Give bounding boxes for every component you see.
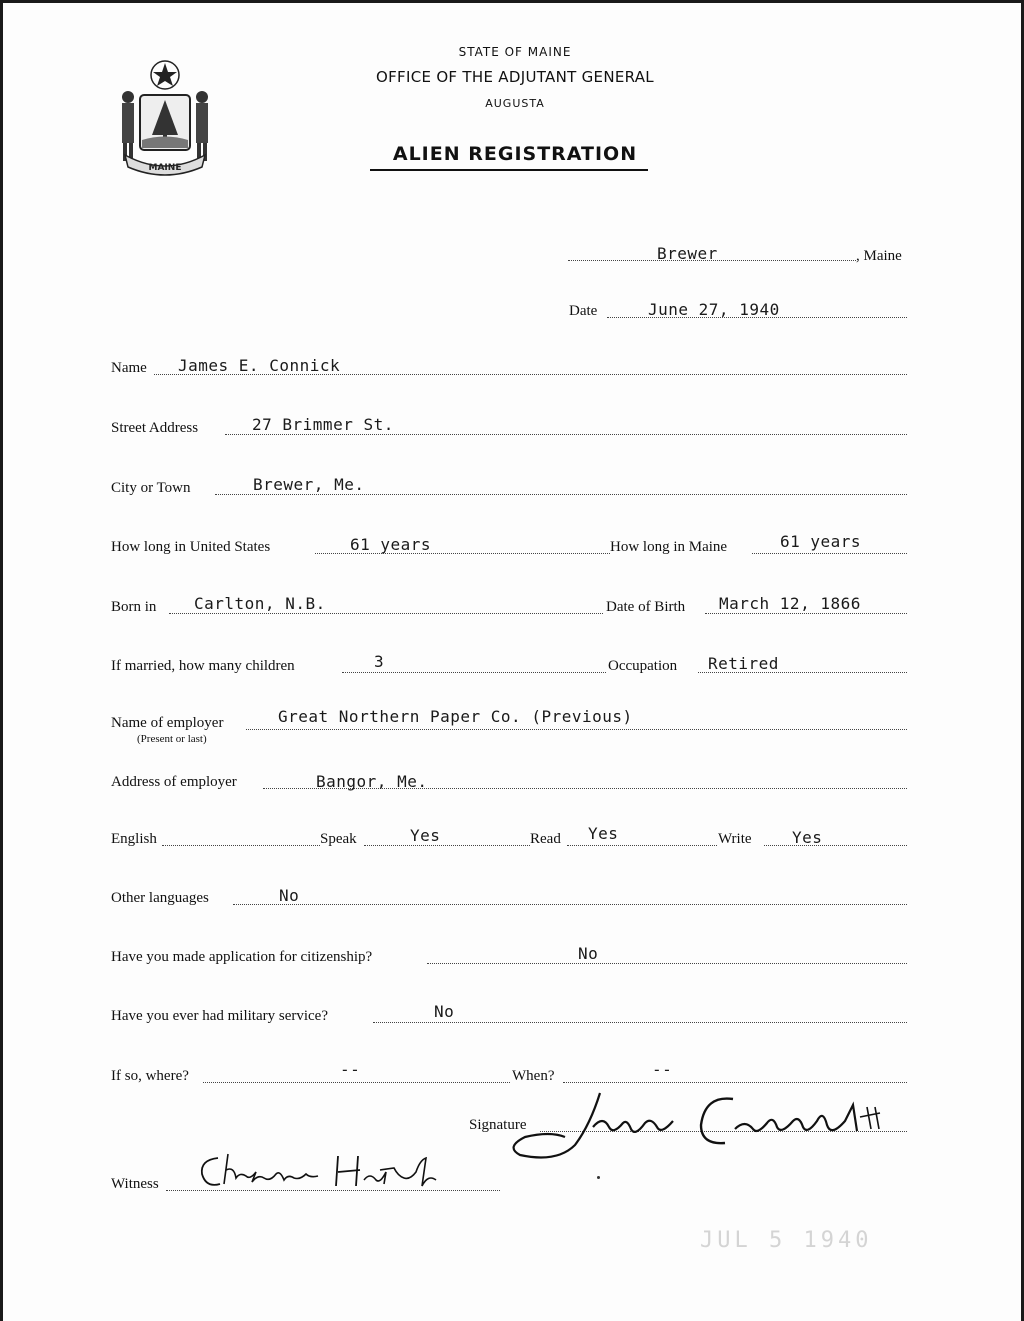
english-line bbox=[162, 845, 320, 846]
other-languages-value: No bbox=[279, 886, 300, 905]
when-line bbox=[563, 1082, 907, 1083]
header-state: STATE OF MAINE bbox=[458, 45, 572, 59]
us-years-label: How long in United States bbox=[111, 539, 271, 555]
read-value: Yes bbox=[588, 824, 619, 843]
children-label: If married, how many children bbox=[111, 658, 295, 674]
write-label: Write bbox=[718, 831, 752, 847]
title-underline bbox=[370, 169, 648, 171]
other-languages-line bbox=[233, 904, 907, 905]
ink-dot bbox=[597, 1176, 600, 1179]
dob-label: Date of Birth bbox=[606, 599, 686, 615]
born-value: Carlton, N.B. bbox=[194, 594, 326, 613]
street-value: 27 Brimmer St. bbox=[252, 415, 394, 434]
employer-address-value: Bangor, Me. bbox=[316, 772, 428, 791]
city-label: City or Town bbox=[111, 480, 191, 496]
street-label: Street Address bbox=[111, 420, 199, 436]
employer-address-label: Address of employer bbox=[111, 774, 237, 790]
place-suffix: , Maine bbox=[856, 248, 902, 264]
witness-label: Witness bbox=[111, 1176, 159, 1192]
employer-line bbox=[246, 729, 907, 730]
speak-value: Yes bbox=[410, 826, 441, 845]
signature-label: Signature bbox=[469, 1117, 527, 1133]
children-line bbox=[342, 672, 606, 673]
received-stamp: JUL 5 1940 bbox=[700, 1228, 873, 1253]
date-value: June 27, 1940 bbox=[648, 300, 780, 319]
military-value: No bbox=[434, 1002, 455, 1021]
occupation-value: Retired bbox=[708, 654, 779, 673]
header-office: OFFICE OF THE ADJUTANT GENERAL bbox=[376, 68, 654, 86]
citizenship-line bbox=[427, 963, 907, 964]
date-label: Date bbox=[569, 303, 598, 319]
witness-handwriting bbox=[190, 1150, 460, 1205]
write-line bbox=[764, 845, 907, 846]
when-value: -- bbox=[652, 1060, 673, 1079]
maine-years-label: How long in Maine bbox=[610, 539, 728, 555]
born-label: Born in bbox=[111, 599, 157, 615]
born-line bbox=[169, 613, 603, 614]
read-label: Read bbox=[530, 831, 561, 847]
employer-sublabel: (Present or last) bbox=[137, 733, 207, 745]
city-value: Brewer, Me. bbox=[253, 475, 365, 494]
seal-text: MAINE bbox=[148, 163, 182, 173]
military-line bbox=[373, 1022, 907, 1023]
occupation-label: Occupation bbox=[608, 658, 678, 674]
speak-label: Speak bbox=[320, 831, 357, 847]
street-line bbox=[225, 434, 907, 435]
dob-line bbox=[705, 613, 907, 614]
where-line bbox=[203, 1082, 510, 1083]
scan-border-top bbox=[0, 0, 1024, 3]
english-label: English bbox=[111, 831, 157, 847]
place-value: Brewer bbox=[657, 244, 718, 263]
dob-value: March 12, 1866 bbox=[719, 594, 861, 613]
name-label: Name bbox=[111, 360, 147, 376]
when-label: When? bbox=[512, 1068, 555, 1084]
other-languages-label: Other languages bbox=[111, 890, 209, 906]
maine-years-line bbox=[752, 553, 907, 554]
citizenship-label: Have you made application for citizenship? bbox=[111, 949, 373, 965]
signature-handwriting bbox=[505, 1085, 905, 1165]
us-years-value: 61 years bbox=[350, 535, 432, 554]
city-line bbox=[215, 494, 907, 495]
write-value: Yes bbox=[792, 828, 823, 847]
military-label: Have you ever had military service? bbox=[111, 1008, 328, 1024]
speak-line bbox=[364, 845, 530, 846]
maine-years-value: 61 years bbox=[780, 532, 862, 551]
scan-border-left bbox=[0, 0, 3, 1321]
employer-value: Great Northern Paper Co. (Previous) bbox=[278, 707, 633, 726]
employer-label: Name of employer bbox=[111, 715, 224, 731]
where-value: -- bbox=[340, 1060, 361, 1079]
page-title: ALIEN REGISTRATION bbox=[392, 143, 638, 165]
state-seal-icon bbox=[110, 55, 220, 180]
where-label: If so, where? bbox=[111, 1068, 189, 1084]
header-city: AUGUSTA bbox=[485, 97, 545, 110]
citizenship-value: No bbox=[578, 944, 599, 963]
read-line bbox=[567, 845, 717, 846]
name-value: James E. Connick bbox=[178, 356, 341, 375]
children-value: 3 bbox=[374, 652, 385, 671]
